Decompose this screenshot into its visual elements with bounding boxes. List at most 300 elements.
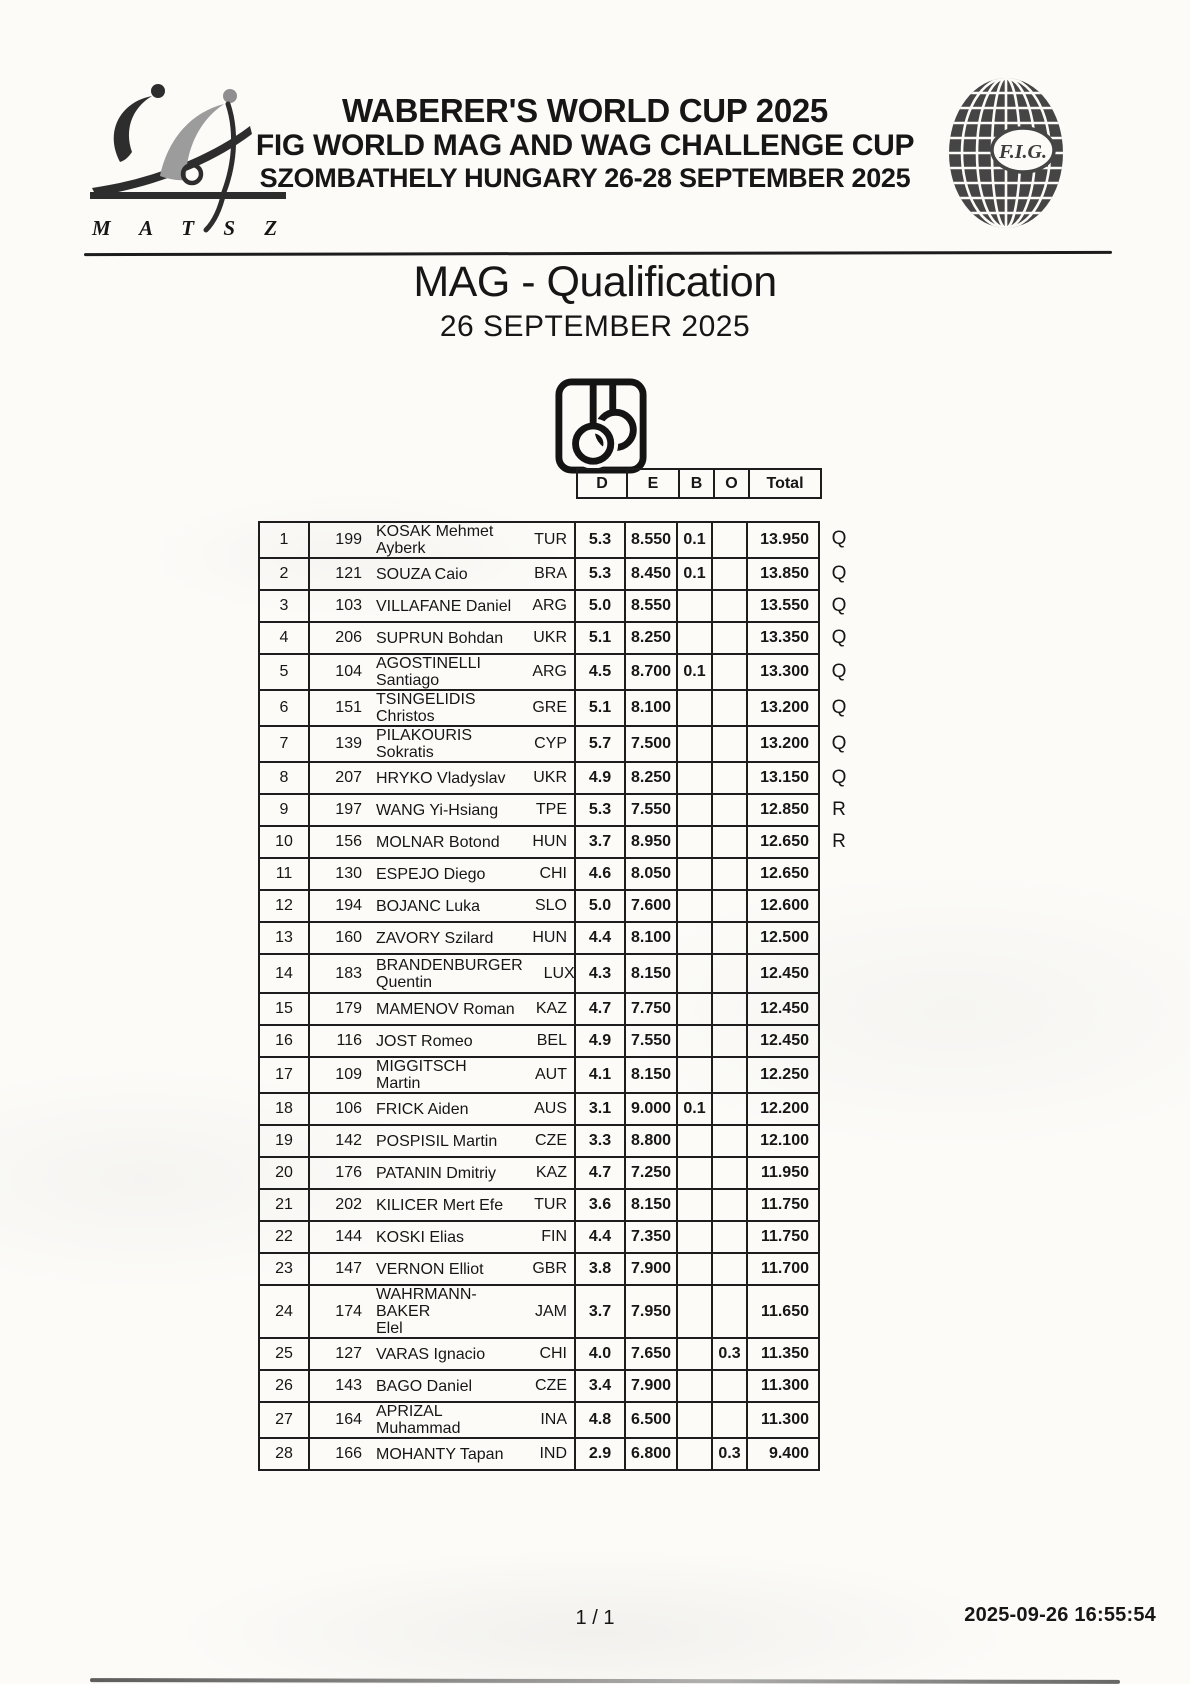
rank-cell: 14 bbox=[260, 955, 310, 992]
athlete-cell bbox=[310, 923, 576, 953]
noc-code: CHI bbox=[539, 1345, 567, 1362]
d-score-cell: 5.3 bbox=[576, 523, 626, 557]
table-row bbox=[258, 1058, 858, 1094]
b-penalty-cell bbox=[678, 1190, 713, 1220]
noc-code: TPE bbox=[535, 801, 567, 818]
row-cells bbox=[258, 689, 820, 727]
b-penalty-cell bbox=[678, 1339, 713, 1369]
o-penalty-cell bbox=[713, 559, 748, 589]
b-penalty-cell bbox=[678, 763, 713, 793]
total-score-cell: 13.150 bbox=[760, 769, 809, 786]
athlete-name: HRYKO Vladyslav bbox=[376, 769, 506, 787]
athlete-cell bbox=[310, 859, 576, 889]
table-row bbox=[258, 955, 858, 994]
d-score-cell: 3.1 bbox=[576, 1094, 626, 1124]
d-score-cell: 4.5 bbox=[576, 655, 626, 689]
qualification-flag bbox=[820, 857, 858, 891]
o-penalty-cell bbox=[713, 623, 748, 653]
total-score-cell: 12.100 bbox=[760, 1132, 809, 1149]
competition-date: 26 SEPTEMBER 2025 bbox=[439, 310, 751, 343]
bib-number: 144 bbox=[335, 1228, 362, 1245]
o-penalty-cell bbox=[713, 859, 748, 889]
athlete-cell bbox=[310, 1094, 576, 1124]
bib-number: 116 bbox=[336, 1032, 362, 1049]
total-score-cell: 13.300 bbox=[760, 663, 809, 680]
table-row bbox=[258, 591, 858, 623]
athlete-name: ESPEJO Diego bbox=[376, 865, 486, 883]
total-score-cell: 12.850 bbox=[760, 801, 809, 818]
noc-code: ARG bbox=[532, 663, 567, 680]
athlete-cell bbox=[310, 655, 576, 689]
table-row bbox=[258, 1286, 858, 1339]
bib-number: 164 bbox=[335, 1411, 362, 1428]
e-score-cell: 8.150 bbox=[626, 1058, 678, 1092]
d-score-cell: 4.9 bbox=[576, 1026, 626, 1056]
qualification-flag bbox=[820, 1252, 858, 1286]
qualification-flag bbox=[820, 953, 858, 994]
athlete-name: BRANDENBURGER Quentin bbox=[376, 956, 523, 991]
e-score-cell: 8.550 bbox=[626, 591, 678, 621]
qualification-flag bbox=[820, 1220, 858, 1254]
e-score-cell: 7.500 bbox=[626, 727, 678, 761]
total-score-cell: 11.650 bbox=[760, 1302, 809, 1320]
o-penalty-cell bbox=[713, 891, 748, 921]
b-penalty-cell: 0.1 bbox=[678, 1094, 713, 1124]
col-header-e: E bbox=[628, 470, 680, 497]
bib-number: 147 bbox=[335, 1260, 362, 1277]
noc-code: CZE bbox=[535, 1377, 567, 1394]
noc-code: CYP bbox=[534, 735, 567, 752]
table-row bbox=[258, 691, 858, 727]
rank-cell: 23 bbox=[260, 1254, 310, 1284]
bib-number: 160 bbox=[335, 929, 362, 946]
row-cells bbox=[258, 921, 820, 955]
athlete-name: SOUZA Caio bbox=[376, 565, 468, 583]
rank-cell: 26 bbox=[260, 1371, 310, 1401]
matsz-label: M A T S Z bbox=[92, 216, 290, 240]
masthead-text bbox=[240, 92, 930, 194]
row-cells bbox=[258, 1284, 820, 1339]
d-score-cell: 2.9 bbox=[576, 1439, 626, 1469]
rank-cell: 9 bbox=[260, 795, 310, 825]
d-score-cell: 5.1 bbox=[576, 623, 626, 653]
rank-cell: 16 bbox=[260, 1026, 310, 1056]
noc-code: AUS bbox=[534, 1100, 567, 1117]
bib-number: 142 bbox=[335, 1132, 362, 1149]
o-penalty-cell bbox=[713, 1403, 748, 1437]
row-cells bbox=[258, 725, 820, 763]
b-penalty-cell bbox=[678, 591, 713, 621]
total-score-cell: 9.400 bbox=[768, 1445, 809, 1462]
generated-timestamp: 2025-09-26 16:55:54 bbox=[964, 1604, 1156, 1626]
qualification-flag: Q bbox=[831, 528, 847, 549]
total-score-cell: 12.250 bbox=[760, 1066, 809, 1083]
total-score-cell: 12.600 bbox=[760, 897, 809, 914]
athlete-name: MOLNAR Botond bbox=[376, 833, 500, 851]
b-penalty-cell bbox=[678, 1403, 713, 1437]
o-penalty-cell bbox=[713, 1026, 748, 1056]
b-penalty-cell bbox=[678, 1026, 713, 1056]
o-penalty-cell bbox=[713, 1126, 748, 1156]
o-penalty-cell bbox=[713, 1190, 748, 1220]
rank-cell: 28 bbox=[260, 1439, 310, 1469]
athlete-name: JOST Romeo bbox=[376, 1032, 473, 1050]
rank-cell: 27 bbox=[260, 1403, 310, 1437]
qualification-flag bbox=[820, 1056, 858, 1094]
total-score-cell: 11.350 bbox=[760, 1345, 809, 1362]
qualification-flag: R bbox=[832, 831, 846, 852]
table-row bbox=[258, 1126, 858, 1158]
e-score-cell: 8.100 bbox=[626, 923, 678, 953]
rank-cell: 6 bbox=[260, 691, 310, 725]
e-score-cell: 9.000 bbox=[626, 1094, 678, 1124]
e-score-cell: 8.150 bbox=[626, 955, 678, 992]
row-cells bbox=[258, 1156, 820, 1190]
noc-code: JAM bbox=[535, 1302, 567, 1320]
total-score-cell: 11.750 bbox=[760, 1228, 809, 1245]
b-penalty-cell bbox=[678, 1254, 713, 1284]
athlete-name: MOHANTY Tapan bbox=[376, 1445, 504, 1463]
b-penalty-cell bbox=[678, 994, 713, 1024]
b-penalty-cell: 0.1 bbox=[678, 655, 713, 689]
d-score-cell: 3.6 bbox=[576, 1190, 626, 1220]
table-row bbox=[258, 1158, 858, 1190]
bib-number: 121 bbox=[335, 565, 362, 582]
d-score-cell: 4.1 bbox=[576, 1058, 626, 1092]
o-penalty-cell bbox=[713, 827, 748, 857]
event-location-line: SZOMBATHELY HUNGARY 26-28 SEPTEMBER 2025 bbox=[259, 163, 911, 194]
rank-cell: 24 bbox=[260, 1286, 310, 1337]
bib-number: 183 bbox=[335, 964, 362, 982]
bib-number: 127 bbox=[335, 1345, 362, 1362]
e-score-cell: 8.050 bbox=[626, 859, 678, 889]
qualification-flag bbox=[820, 921, 858, 955]
table-row bbox=[258, 891, 858, 923]
athlete-name: APRIZAL Muhammad bbox=[376, 1403, 461, 1437]
rank-cell: 18 bbox=[260, 1094, 310, 1124]
b-penalty-cell bbox=[678, 691, 713, 725]
o-penalty-cell bbox=[713, 795, 748, 825]
e-score-cell: 8.150 bbox=[626, 1190, 678, 1220]
table-row bbox=[258, 655, 858, 691]
d-score-cell: 5.1 bbox=[576, 691, 626, 725]
athlete-cell bbox=[310, 1286, 576, 1337]
noc-code: CZE bbox=[535, 1132, 567, 1149]
qualification-flag bbox=[820, 1401, 858, 1439]
athlete-cell bbox=[310, 1339, 576, 1369]
athlete-name: VARAS Ignacio bbox=[376, 1345, 486, 1363]
total-score-cell: 11.950 bbox=[760, 1164, 809, 1181]
total-score-cell: 11.750 bbox=[760, 1196, 809, 1213]
row-cells bbox=[258, 1437, 820, 1471]
table-row bbox=[258, 1254, 858, 1286]
athlete-cell bbox=[310, 1222, 576, 1252]
d-score-cell: 4.7 bbox=[576, 1158, 626, 1188]
athlete-cell bbox=[310, 623, 576, 653]
table-row bbox=[258, 1403, 858, 1439]
noc-code: INA bbox=[540, 1411, 567, 1428]
o-penalty-cell bbox=[713, 691, 748, 725]
noc-code: SLO bbox=[534, 897, 567, 914]
athlete-name: AGOSTINELLI Santiago bbox=[376, 655, 481, 689]
scan-edge-artifact bbox=[90, 1678, 1120, 1684]
b-penalty-cell bbox=[678, 623, 713, 653]
table-row bbox=[258, 994, 858, 1026]
e-score-cell: 7.600 bbox=[626, 891, 678, 921]
e-score-cell: 7.900 bbox=[626, 1371, 678, 1401]
qualification-flag bbox=[820, 1337, 858, 1371]
qualification-flag bbox=[820, 992, 858, 1026]
o-penalty-cell bbox=[713, 591, 748, 621]
row-cells bbox=[258, 793, 820, 827]
col-header-o: O bbox=[715, 470, 750, 497]
o-penalty-cell bbox=[713, 1371, 748, 1401]
e-score-cell: 7.350 bbox=[626, 1222, 678, 1252]
athlete-name: BOJANC Luka bbox=[376, 897, 481, 915]
athlete-name: VILLAFANE Daniel bbox=[376, 597, 512, 615]
qualification-flag bbox=[820, 1437, 858, 1471]
athlete-name: TSINGELIDIS Christos bbox=[376, 691, 476, 725]
o-penalty-cell bbox=[713, 1222, 748, 1252]
qualification-flag bbox=[820, 1188, 858, 1222]
o-penalty-cell bbox=[713, 763, 748, 793]
rank-cell: 7 bbox=[260, 727, 310, 761]
noc-code: GRE bbox=[532, 699, 567, 716]
d-score-cell: 3.4 bbox=[576, 1371, 626, 1401]
rank-cell: 20 bbox=[260, 1158, 310, 1188]
e-score-cell: 8.250 bbox=[626, 623, 678, 653]
o-penalty-cell: 0.3 bbox=[713, 1439, 748, 1469]
total-score-cell: 12.450 bbox=[760, 1032, 809, 1049]
table-row bbox=[258, 1371, 858, 1403]
col-header-b: B bbox=[680, 470, 715, 497]
athlete-cell bbox=[310, 1026, 576, 1056]
bib-number: 143 bbox=[335, 1377, 362, 1394]
row-cells bbox=[258, 1252, 820, 1286]
noc-code: IND bbox=[539, 1445, 567, 1462]
b-penalty-cell bbox=[678, 1439, 713, 1469]
row-cells bbox=[258, 1401, 820, 1439]
rank-cell: 15 bbox=[260, 994, 310, 1024]
total-score-cell: 11.700 bbox=[760, 1260, 809, 1277]
o-penalty-cell bbox=[713, 1254, 748, 1284]
noc-code: UKR bbox=[533, 629, 567, 646]
athlete-cell bbox=[310, 891, 576, 921]
o-penalty-cell bbox=[713, 1058, 748, 1092]
row-cells bbox=[258, 1024, 820, 1058]
e-score-cell: 7.950 bbox=[626, 1286, 678, 1337]
e-score-cell: 7.650 bbox=[626, 1339, 678, 1369]
rank-cell: 22 bbox=[260, 1222, 310, 1252]
b-penalty-cell bbox=[678, 727, 713, 761]
row-cells bbox=[258, 621, 820, 655]
qualification-flag bbox=[820, 1284, 858, 1339]
qualification-flag bbox=[820, 1024, 858, 1058]
total-score-cell: 11.300 bbox=[760, 1377, 809, 1394]
o-penalty-cell bbox=[713, 655, 748, 689]
noc-code: ARG bbox=[532, 597, 567, 614]
table-row bbox=[258, 727, 858, 763]
athlete-cell bbox=[310, 1371, 576, 1401]
bib-number: 104 bbox=[335, 663, 362, 680]
athlete-cell bbox=[310, 523, 576, 557]
athlete-name: BAGO Daniel bbox=[376, 1377, 473, 1395]
row-cells bbox=[258, 825, 820, 859]
athlete-name: SUPRUN Bohdan bbox=[376, 629, 504, 647]
athlete-name: KILICER Mert Efe bbox=[376, 1196, 504, 1214]
d-score-cell: 4.4 bbox=[576, 1222, 626, 1252]
rank-cell: 12 bbox=[260, 891, 310, 921]
athlete-name: WANG Yi-Hsiang bbox=[376, 801, 499, 819]
e-score-cell: 7.550 bbox=[626, 795, 678, 825]
d-score-cell: 4.0 bbox=[576, 1339, 626, 1369]
table-row bbox=[258, 1026, 858, 1058]
bib-number: 139 bbox=[335, 735, 362, 752]
col-header-total: Total bbox=[766, 474, 804, 492]
b-penalty-cell bbox=[678, 859, 713, 889]
o-penalty-cell bbox=[713, 955, 748, 992]
row-cells bbox=[258, 1188, 820, 1222]
e-score-cell: 8.700 bbox=[626, 655, 678, 689]
row-cells bbox=[258, 521, 820, 559]
e-score-cell: 8.450 bbox=[626, 559, 678, 589]
d-score-cell: 3.3 bbox=[576, 1126, 626, 1156]
rank-cell: 1 bbox=[260, 523, 310, 557]
b-penalty-cell bbox=[678, 1058, 713, 1092]
rank-cell: 17 bbox=[260, 1058, 310, 1092]
o-penalty-cell bbox=[713, 923, 748, 953]
rank-cell: 25 bbox=[260, 1339, 310, 1369]
bib-number: 109 bbox=[335, 1066, 362, 1083]
noc-code: HUN bbox=[532, 833, 567, 850]
e-score-cell: 7.250 bbox=[626, 1158, 678, 1188]
qualification-flag: Q bbox=[831, 627, 847, 648]
row-cells bbox=[258, 557, 820, 591]
row-cells bbox=[258, 589, 820, 623]
o-penalty-cell bbox=[713, 1286, 748, 1337]
table-row bbox=[258, 1439, 858, 1471]
e-score-cell: 7.750 bbox=[626, 994, 678, 1024]
qualification-flag: Q bbox=[831, 733, 847, 754]
title-block bbox=[0, 258, 1190, 344]
row-cells bbox=[258, 992, 820, 1026]
rank-cell: 10 bbox=[260, 827, 310, 857]
row-cells bbox=[258, 1337, 820, 1371]
noc-code: GBR bbox=[532, 1260, 567, 1277]
row-cells bbox=[258, 1369, 820, 1403]
athlete-cell bbox=[310, 1190, 576, 1220]
b-penalty-cell bbox=[678, 1126, 713, 1156]
athlete-cell bbox=[310, 955, 576, 992]
b-penalty-cell bbox=[678, 1286, 713, 1337]
total-score-cell: 12.650 bbox=[760, 865, 809, 882]
fig-globe-icon bbox=[946, 74, 1072, 232]
row-cells bbox=[258, 1092, 820, 1126]
total-score-cell: 12.650 bbox=[760, 833, 809, 850]
athlete-name: KOSAK Mehmet Ayberk bbox=[376, 523, 494, 557]
athlete-cell bbox=[310, 591, 576, 621]
table-row bbox=[258, 1094, 858, 1126]
table-row bbox=[258, 559, 858, 591]
o-penalty-cell bbox=[713, 994, 748, 1024]
event-name-line: WABERER'S WORLD CUP 2025 bbox=[342, 92, 828, 129]
page-title: MAG - Qualification bbox=[413, 258, 777, 306]
b-penalty-cell bbox=[678, 1371, 713, 1401]
table-row bbox=[258, 623, 858, 655]
rank-cell: 2 bbox=[260, 559, 310, 589]
b-penalty-cell bbox=[678, 923, 713, 953]
rank-cell: 13 bbox=[260, 923, 310, 953]
bib-number: 174 bbox=[335, 1302, 362, 1320]
b-penalty-cell bbox=[678, 1222, 713, 1252]
qualification-flag: Q bbox=[831, 661, 847, 682]
athlete-cell bbox=[310, 1439, 576, 1469]
athlete-cell bbox=[310, 1058, 576, 1092]
athlete-name: PATANIN Dmitriy bbox=[376, 1164, 496, 1182]
e-score-cell: 7.900 bbox=[626, 1254, 678, 1284]
d-score-cell: 3.7 bbox=[576, 827, 626, 857]
b-penalty-cell: 0.1 bbox=[678, 559, 713, 589]
row-cells bbox=[258, 857, 820, 891]
noc-code: KAZ bbox=[535, 1164, 567, 1181]
d-score-cell: 5.7 bbox=[576, 727, 626, 761]
athlete-cell bbox=[310, 1158, 576, 1188]
total-score-cell: 12.450 bbox=[760, 964, 809, 982]
total-score-cell: 12.450 bbox=[760, 1000, 809, 1017]
o-penalty-cell bbox=[713, 1158, 748, 1188]
b-penalty-cell bbox=[678, 955, 713, 992]
athlete-cell bbox=[310, 559, 576, 589]
rank-cell: 4 bbox=[260, 623, 310, 653]
score-column-headers bbox=[576, 468, 822, 499]
athlete-cell bbox=[310, 1126, 576, 1156]
bib-number: 207 bbox=[335, 769, 362, 786]
row-cells bbox=[258, 653, 820, 691]
bib-number: 199 bbox=[335, 531, 362, 548]
total-score-cell: 13.550 bbox=[760, 597, 809, 614]
rank-cell: 8 bbox=[260, 763, 310, 793]
noc-code: TUR bbox=[534, 1196, 567, 1213]
athlete-cell bbox=[310, 795, 576, 825]
athlete-cell bbox=[310, 1254, 576, 1284]
athlete-name: VERNON Elliot bbox=[376, 1260, 484, 1278]
bib-number: 206 bbox=[335, 629, 362, 646]
e-score-cell: 7.550 bbox=[626, 1026, 678, 1056]
qualification-flag bbox=[820, 1092, 858, 1126]
b-penalty-cell bbox=[678, 891, 713, 921]
noc-code: BRA bbox=[534, 565, 567, 582]
o-penalty-cell bbox=[713, 1094, 748, 1124]
table-row bbox=[258, 763, 858, 795]
table-row bbox=[258, 859, 858, 891]
total-score-cell: 13.950 bbox=[760, 531, 809, 548]
total-score-cell: 13.350 bbox=[760, 629, 809, 646]
row-cells bbox=[258, 953, 820, 994]
o-penalty-cell: 0.3 bbox=[713, 1339, 748, 1369]
b-penalty-cell: 0.1 bbox=[678, 523, 713, 557]
row-cells bbox=[258, 761, 820, 795]
athlete-name: MAMENOV Roman bbox=[376, 1000, 515, 1018]
qualification-flag: Q bbox=[831, 563, 847, 584]
total-score-cell: 12.500 bbox=[760, 929, 809, 946]
e-score-cell: 8.250 bbox=[626, 763, 678, 793]
d-score-cell: 4.8 bbox=[576, 1403, 626, 1437]
e-score-cell: 8.950 bbox=[626, 827, 678, 857]
athlete-cell bbox=[310, 1403, 576, 1437]
e-score-cell: 8.100 bbox=[626, 691, 678, 725]
qualification-flag bbox=[820, 1369, 858, 1403]
noc-code: CHI bbox=[539, 865, 567, 882]
